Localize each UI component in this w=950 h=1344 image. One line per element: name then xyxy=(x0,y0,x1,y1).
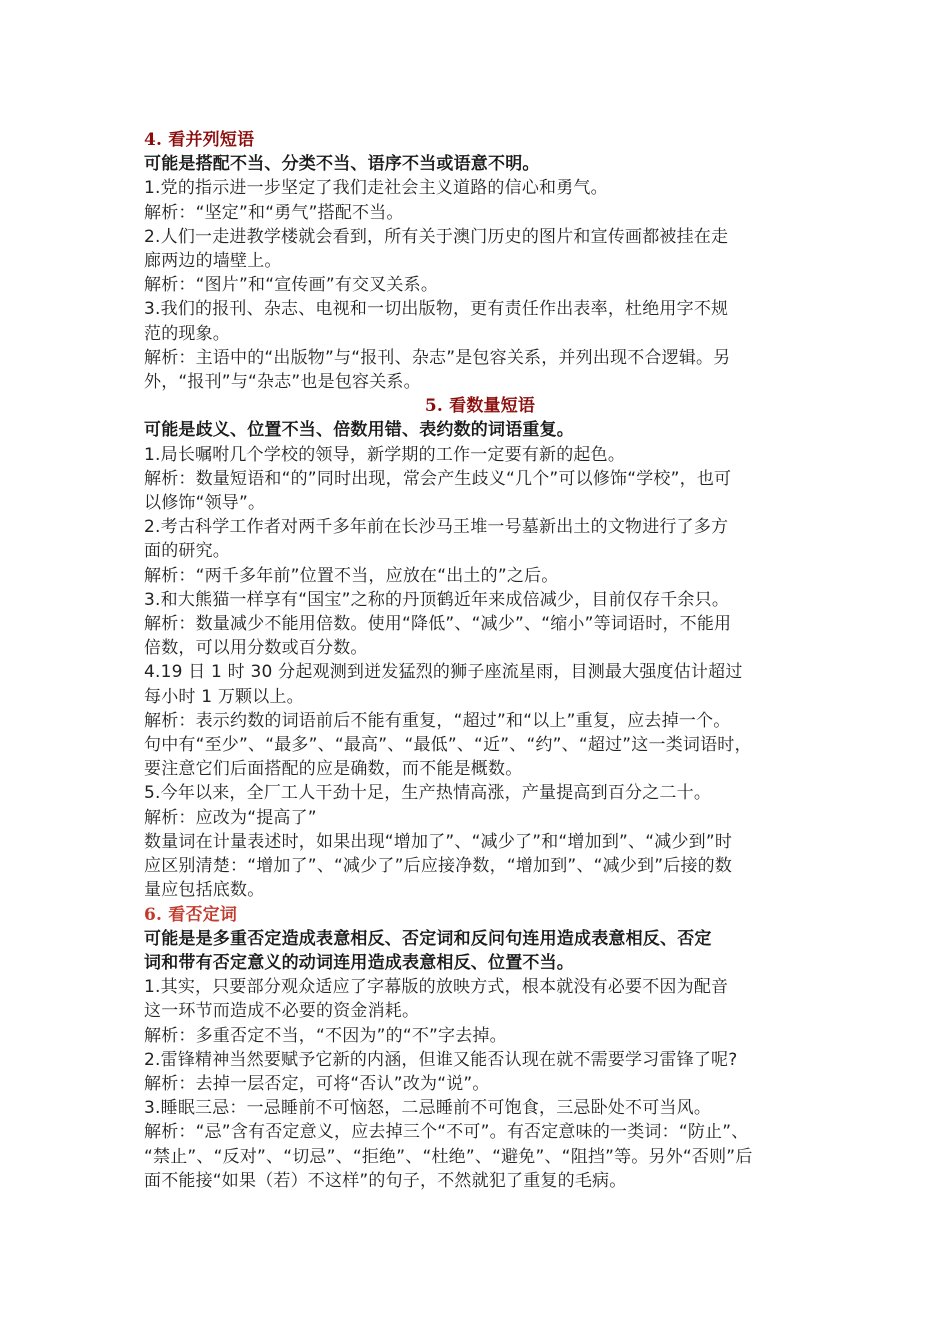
text-line: 2.人们一走进教学楼就会看到，所有关于澳门历史的图片和宣传画都被挂在走 xyxy=(144,226,729,247)
text-line: 1.局长嘱咐几个学校的领导，新学期的工作一定要有新的起色。 xyxy=(144,444,626,465)
text-line: 5.今年以来，全厂工人干劲十足，生产热情高涨，产量提高到百分之二十。 xyxy=(144,783,712,804)
section-heading: 5. 看数量短语 xyxy=(424,396,536,417)
section-intro: 可能是是多重否定造成表意相反、否定词和反问句连用造成表意相反、否定 xyxy=(144,928,712,949)
text-line: 3.和大熊猫一样享有“国宝”之称的丹顶鹤近年来成倍减少，目前仅存千余只。 xyxy=(144,589,730,610)
text-line: “禁止”、“反对”、“切忌”、“拒绝”、“杜绝”、“避免”、“阻挡”等。另外“否则”后 xyxy=(144,1146,753,1167)
text-line: 以修饰“领导”。 xyxy=(144,493,266,514)
text-line: 面的研究。 xyxy=(144,541,230,562)
text-line: 倍数，可以用分数或百分数。 xyxy=(144,638,368,659)
section-intro: 可能是搭配不当、分类不当、语序不当或语意不明。 xyxy=(144,154,540,175)
text-line: 范的现象。 xyxy=(144,323,230,344)
text-line: 这一环节而造成不必要的资金消耗。 xyxy=(144,1001,420,1022)
text-line: 1.党的指示进一步坚定了我们走社会主义道路的信心和勇气。 xyxy=(144,178,608,199)
text-line: 解析：“图片”和“宣传画”有交叉关系。 xyxy=(144,275,439,296)
text-line: 解析：数量减少不能用倍数。使用“降低”、“减少”、“缩小”等词语时，不能用 xyxy=(144,614,732,635)
text-line: 3.睡眠三忌：一忌睡前不可恼怒，二忌睡前不可饱食，三忌卧处不可当风。 xyxy=(144,1098,712,1119)
text-line: 3.我们的报刊、杂志、电视和一切出版物，更有责任作出表率，杜绝用字不规 xyxy=(144,299,729,320)
text-line: 2.考古科学工作者对两千多年前在长沙马王堆一号墓新出土的文物进行了多方 xyxy=(144,517,729,538)
section-heading: 4. 看并列短语 xyxy=(144,130,255,150)
text-line: 外，“报刊”与“杂志”也是包容关系。 xyxy=(144,372,421,393)
document-body xyxy=(144,128,816,1193)
section-intro: 词和带有否定意义的动词连用造成表意相反、位置不当。 xyxy=(144,952,574,973)
text-line: 要注意它们后面搭配的应是确数，而不能是概数。 xyxy=(144,759,523,780)
text-line: 解析：“忌”含有否定意义，应去掉三个“不可”。有否定意味的一类词：“防止”、 xyxy=(144,1122,749,1143)
section-quantity-phrases xyxy=(144,394,816,902)
text-line: 句中有“至少”、“最多”、“最高”、“最低”、“近”、“约”、“超过”这一类词语时， xyxy=(144,735,752,756)
text-line: 解析：“坚定”和“勇气”搭配不当。 xyxy=(144,202,404,223)
text-line: 解析：多重否定不当，“不因为”的“不”字去掉。 xyxy=(144,1025,507,1046)
text-line: 面不能接“如果（若）不这样”的句子，不然就犯了重复的毛病。 xyxy=(144,1170,627,1191)
text-line: 解析：“两千多年前”位置不当，应放在“出土的”之后。 xyxy=(144,565,559,586)
text-line: 解析：表示约数的词语前后不能有重复，“超过”和“以上”重复，应去掉一个。 xyxy=(144,710,731,731)
text-line: 解析：主语中的“出版物”与“报刊、杂志”是包容关系，并列出现不合逻辑。另 xyxy=(144,347,731,368)
section-negation-words xyxy=(144,903,816,1193)
section-heading: 6. 看否定词 xyxy=(144,904,238,925)
text-line: 每小时 1 万颗以上。 xyxy=(144,686,304,707)
section-intro: 可能是歧义、位置不当、倍数用错、表约数的词语重复。 xyxy=(144,420,574,441)
text-line: 廊两边的墙壁上。 xyxy=(144,251,282,272)
text-line: 数量词在计量表述时，如果出现“增加了”、“减少了”和“增加到”、“减少到”时 xyxy=(144,831,733,852)
text-line: 解析：数量短语和“的”同时出现，常会产生歧义“几个”可以修饰“学校”，也可 xyxy=(144,468,732,489)
text-line: 4.19 日 1 时 30 分起观测到迸发猛烈的狮子座流星雨，目测最大强度估计超过 xyxy=(144,662,743,683)
text-line: 2.雷锋精神当然要赋予它新的内涵，但谁又能否认现在就不需要学习雷锋了呢? xyxy=(144,1049,738,1070)
text-line: 解析：应改为“提高了” xyxy=(144,807,317,828)
section-parallel-phrases xyxy=(144,128,816,394)
text-line: 应区别清楚：“增加了”、“减少了”后应接净数，“增加到”、“减少到”后接的数 xyxy=(144,856,733,877)
text-line: 解析：去掉一层否定，可将“否认”改为“说”。 xyxy=(144,1073,490,1094)
text-line: 量应包括底数。 xyxy=(144,880,265,901)
text-line: 1.其实，只要部分观众适应了字幕版的放映方式，根本就没有必要不因为配音 xyxy=(144,977,729,998)
